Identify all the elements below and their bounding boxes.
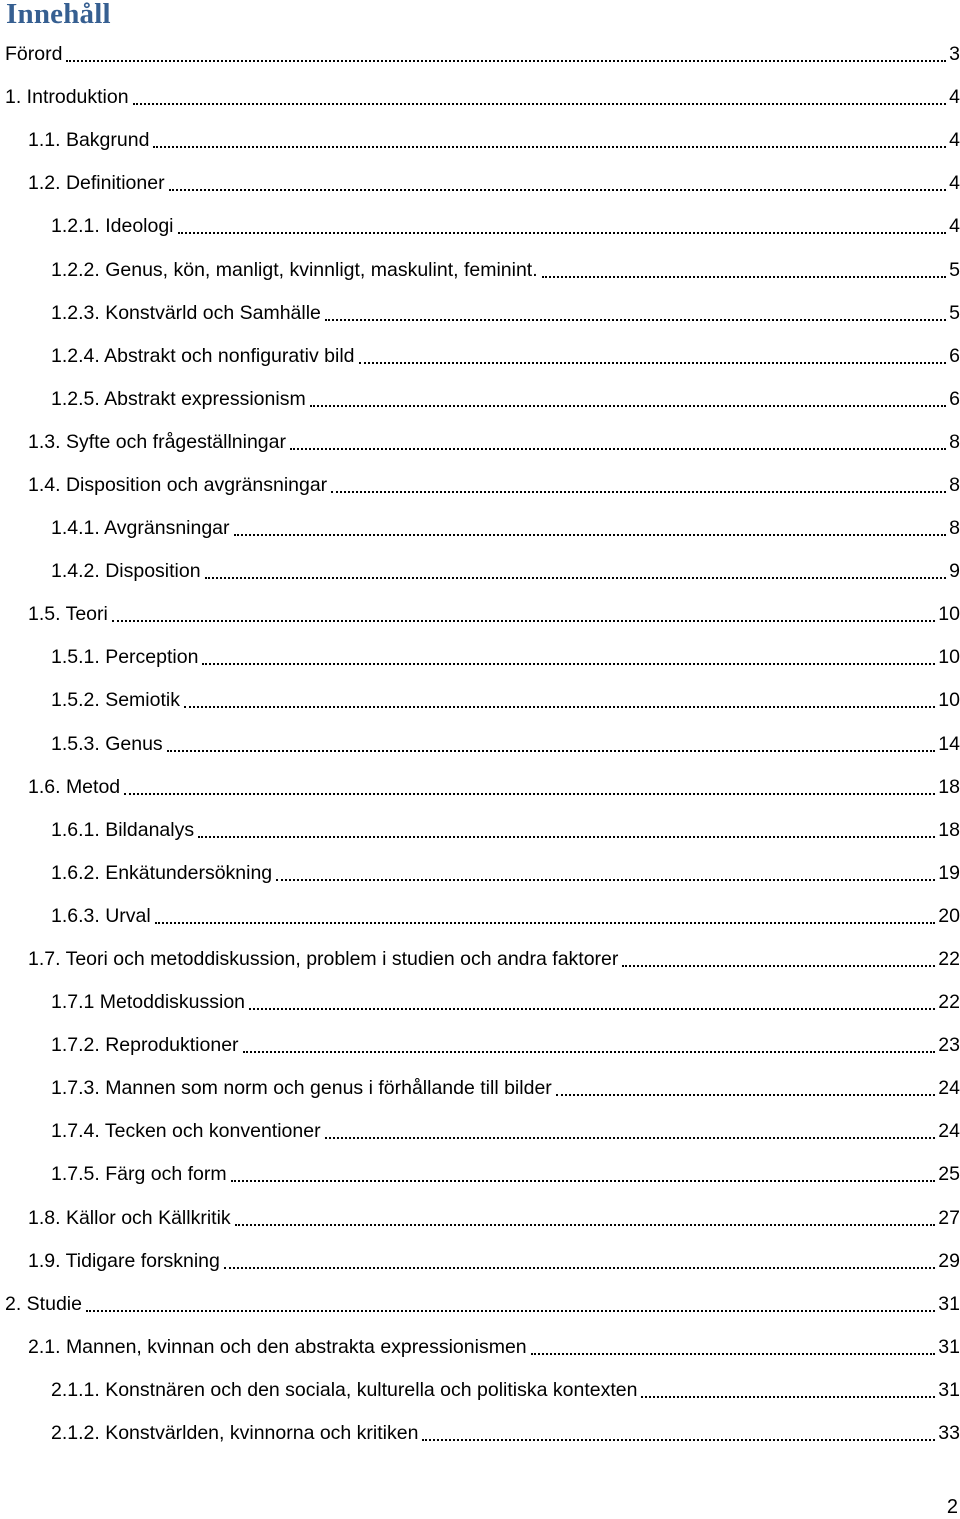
page-number: 2 [946,1496,958,1518]
toc-entry[interactable] [0,809,960,852]
toc-entry-page: 33 [938,1422,960,1445]
toc-entry[interactable] [0,1153,960,1196]
dot-leader [276,860,935,881]
toc-entry-page: 8 [949,473,960,496]
toc-entry-text: 1.7.5. Färg och form [51,1163,227,1186]
dot-leader [641,1377,935,1398]
toc-entry-text: Förord [5,43,63,66]
dot-leader [133,84,947,105]
dot-leader [155,903,936,924]
toc-entry-text: 1. Introduktion [5,86,129,109]
toc-entry-text: 1.5.1. Perception [51,646,199,669]
toc-entry[interactable] [0,723,960,766]
toc-entry-text: 2.1.1. Konstnären och den sociala, kulturella och politiska kontexten [51,1378,638,1401]
toc-entry-text: 2.1.2. Konstvärlden, kvinnorna och kritiken [51,1422,419,1445]
toc-entry-page: 25 [938,1163,960,1186]
toc-entry[interactable] [0,1412,960,1455]
toc-entry-text: 1.2.1. Ideologi [51,215,174,238]
toc-entry-page: 31 [938,1378,960,1401]
dot-leader [325,1118,936,1139]
toc-entry-text: 1.5.3. Genus [51,732,163,755]
toc-entry[interactable] [0,981,960,1024]
page-title: Innehåll [6,0,111,30]
toc-entry-page: 24 [938,1077,960,1100]
toc-entry-page: 6 [949,387,960,410]
toc-entry-page: 18 [938,818,960,841]
toc-entry-text: 1.1. Bakgrund [28,129,150,152]
toc-entry-text: 1.2. Definitioner [28,172,165,195]
toc-entry-text: 1.4. Disposition och avgränsningar [28,473,328,496]
toc-entry-page: 24 [938,1120,960,1143]
toc-entry[interactable] [0,205,960,248]
toc-entry-text: 1.6. Metod [28,775,121,798]
dot-leader [531,1334,936,1355]
toc-entry-text: 1.6.2. Enkätundersökning [51,861,273,884]
toc-entry-text: 1.2.3. Konstvärld och Samhälle [51,301,321,324]
toc-entry-page: 4 [949,172,960,195]
toc-entry[interactable] [0,1110,960,1153]
toc-entry[interactable] [0,335,960,378]
toc-entry-page: 20 [938,904,960,927]
toc-entry-text: 1.6.1. Bildanalys [51,818,195,841]
toc-entry-page: 10 [938,603,960,626]
toc-entry[interactable] [0,1283,960,1326]
toc-entry[interactable] [0,248,960,291]
dot-leader [234,515,947,536]
toc-entry-page: 31 [938,1292,960,1315]
toc-entry[interactable] [0,1197,960,1240]
toc-entry[interactable] [0,119,960,162]
toc-entry[interactable] [0,895,960,938]
dot-leader [224,1248,935,1269]
toc-entry-page: 4 [949,215,960,238]
toc-entry-page: 4 [949,86,960,109]
toc-list [0,33,960,1455]
toc-entry[interactable] [0,679,960,722]
toc-entry-page: 9 [949,560,960,583]
dot-leader [124,774,935,795]
dot-leader [542,257,946,278]
toc-entry-text: 1.7.3. Mannen som norm och genus i förhållande till bilder [51,1077,552,1100]
dot-leader [153,127,946,148]
toc-entry-text: 1.3. Syfte och frågeställningar [28,430,286,453]
toc-entry[interactable] [0,464,960,507]
toc-entry-page: 6 [949,344,960,367]
dot-leader [325,300,946,321]
toc-entry-page: 22 [938,991,960,1014]
toc-entry-text: 1.7.4. Tecken och konventioner [51,1120,321,1143]
toc-entry-text: 1.7.1 Metoddiskussion [51,991,246,1014]
toc-entry-text: 1.5.2. Semiotik [51,689,180,712]
dot-leader [243,1032,936,1053]
dot-leader [231,1161,936,1182]
dot-leader [202,644,935,665]
toc-entry-page: 5 [949,258,960,281]
dot-leader [235,1205,936,1226]
toc-entry[interactable] [0,162,960,205]
toc-entry-page: 19 [938,861,960,884]
toc-entry[interactable] [0,938,960,981]
toc-entry[interactable] [0,292,960,335]
toc-entry-text: 1.4.1. Avgränsningar [51,517,230,540]
dot-leader [169,170,947,191]
toc-entry[interactable] [0,1369,960,1412]
toc-entry[interactable] [0,421,960,464]
toc-entry[interactable] [0,766,960,809]
toc-entry-text: 1.9. Tidigare forskning [28,1249,220,1272]
toc-entry[interactable] [0,852,960,895]
toc-entry-text: 2.1. Mannen, kvinnan och den abstrakta expressionismen [28,1335,527,1358]
toc-entry-text: 1.6.3. Urval [51,904,151,927]
toc-entry[interactable] [0,1024,960,1067]
toc-entry[interactable] [0,1240,960,1283]
toc-entry-page: 23 [938,1034,960,1057]
dot-leader [359,343,947,364]
dot-leader [556,1075,936,1096]
dot-leader [66,41,946,62]
dot-leader [422,1420,935,1441]
toc-entry-page: 3 [949,43,960,66]
toc-entry-text: 1.8. Källor och Källkritik [28,1206,231,1229]
toc-entry[interactable] [0,593,960,636]
dot-leader [86,1291,935,1312]
dot-leader [622,946,935,967]
toc-entry-page: 27 [938,1206,960,1229]
toc-entry-page: 18 [938,775,960,798]
toc-entry-page: 10 [938,646,960,669]
dot-leader [112,601,935,622]
dot-leader [178,213,947,234]
toc-entry[interactable] [0,1067,960,1110]
toc-entry-page: 14 [938,732,960,755]
toc-entry-text: 1.5. Teori [28,603,108,626]
dot-leader [205,558,947,579]
toc-entry[interactable] [0,636,960,679]
toc-entry[interactable] [0,507,960,550]
dot-leader [198,817,935,838]
toc-entry[interactable] [0,378,960,421]
toc-entry-text: 1.7.2. Reproduktioner [51,1034,239,1057]
toc-entry-page: 8 [949,517,960,540]
toc-entry-page: 5 [949,301,960,324]
toc-entry-text: 1.2.2. Genus, kön, manligt, kvinnligt, maskulint, feminint. [51,258,538,281]
toc-entry[interactable] [0,76,960,119]
dot-leader [167,731,936,752]
dot-leader [249,989,935,1010]
toc-entry-page: 4 [949,129,960,152]
toc-entry-page: 29 [938,1249,960,1272]
dot-leader [184,687,935,708]
toc-entry-page: 22 [938,948,960,971]
toc-entry-text: 2. Studie [5,1292,82,1315]
toc-entry[interactable] [0,1326,960,1369]
toc-entry[interactable] [0,33,960,76]
toc-entry[interactable] [0,550,960,593]
toc-entry-page: 8 [949,430,960,453]
dot-leader [290,429,946,450]
toc-entry-page: 10 [938,689,960,712]
toc-entry-text: 1.4.2. Disposition [51,560,201,583]
dot-leader [331,472,946,493]
toc-entry-text: 1.2.5. Abstrakt expressionism [51,387,306,410]
toc-entry-text: 1.7. Teori och metoddiskussion, problem i studien och andra faktorer [28,948,619,971]
dot-leader [310,386,946,407]
toc-entry-text: 1.2.4. Abstrakt och nonfigurativ bild [51,344,355,367]
toc-entry-page: 31 [938,1335,960,1358]
